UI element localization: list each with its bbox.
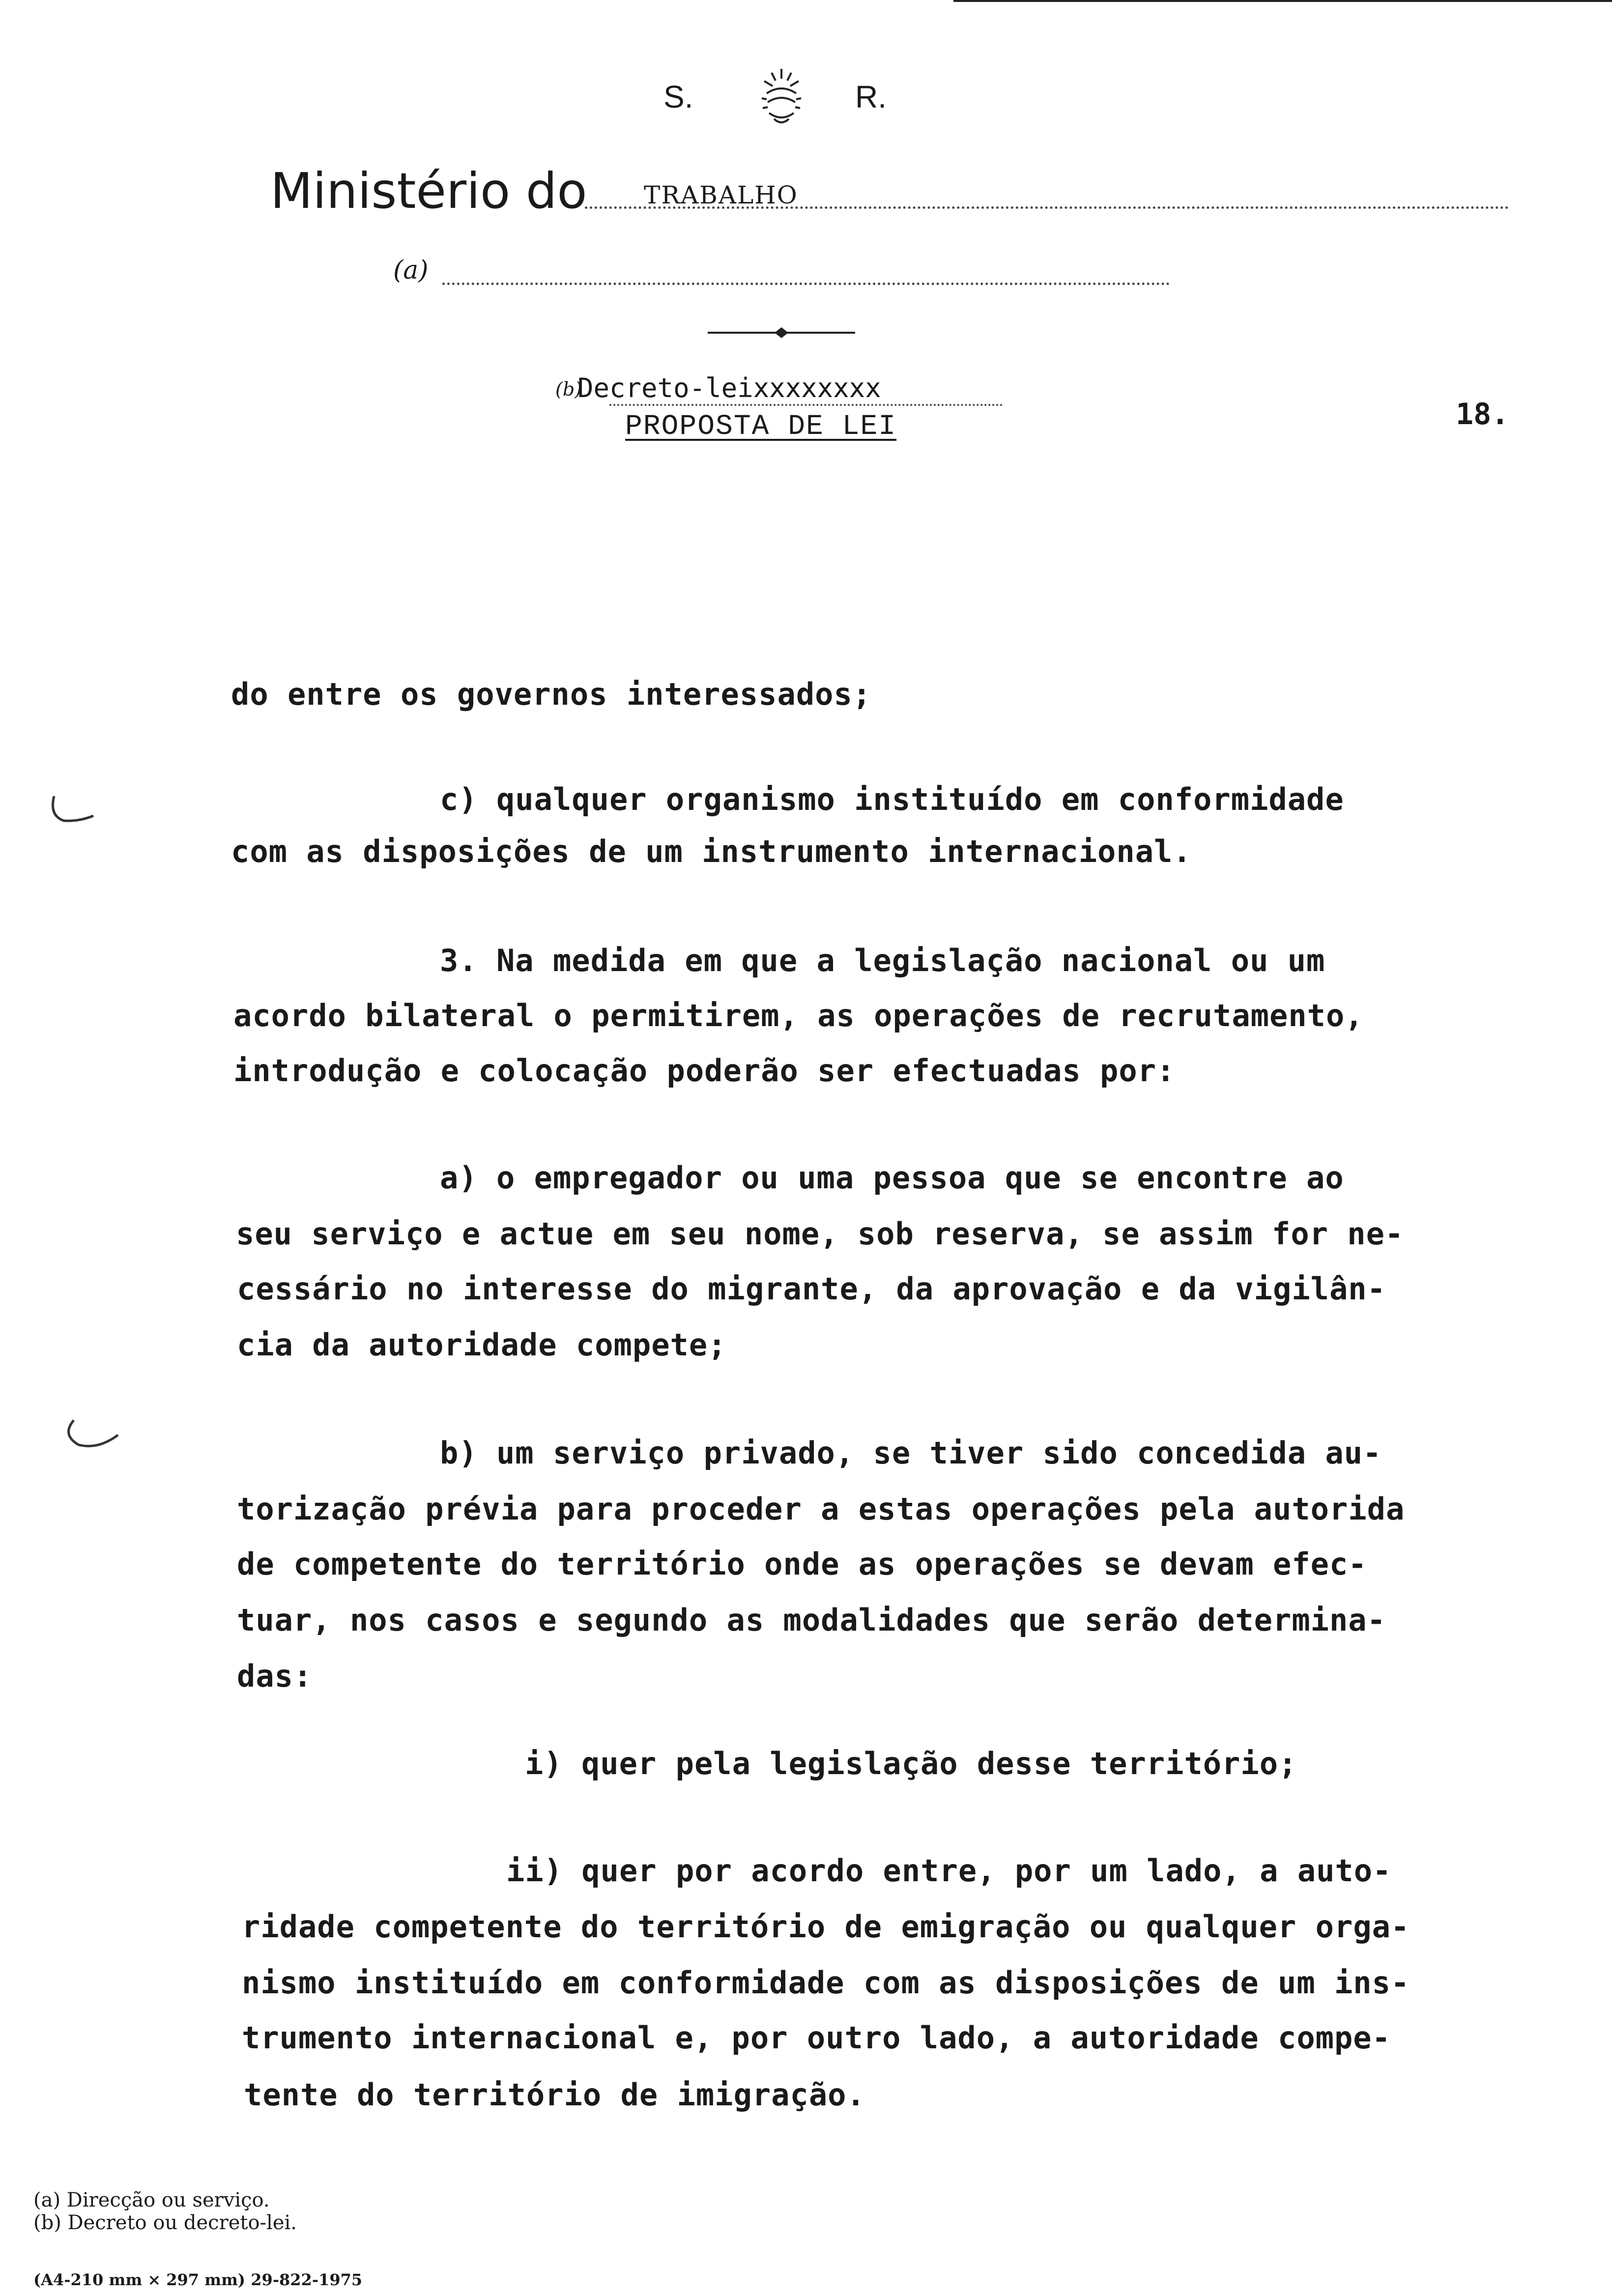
body-line: do entre os governos interessados; — [231, 676, 872, 712]
body-line: torização prévia para proceder a estas operações pela autorida — [237, 1491, 1405, 1527]
body-line: ridade competente do território de emigração ou qualquer orga- — [242, 1909, 1410, 1945]
body-line: cia da autoridade compete; — [237, 1327, 727, 1363]
body-line: com as disposições de um instrumento internacional. — [231, 833, 1192, 869]
body-line: acordo bilateral o permitirem, as operações de recrutamento, — [233, 998, 1364, 1033]
body-line: de competente do território onde as operações se devam efec- — [237, 1546, 1367, 1582]
body-line: seu serviço e actue em seu nome, sob reserva, se assim for ne- — [236, 1216, 1404, 1252]
page-number: 18. — [1456, 397, 1509, 431]
body-line: 3. Na medida em que a legislação nacional ou um — [440, 943, 1325, 978]
body-line: b) um serviço privado, se tiver sido concedida au- — [440, 1435, 1382, 1471]
direction-label: (a) — [393, 256, 429, 285]
punch-hole-mark-icon — [44, 786, 103, 845]
ministry-name: TRABALHO — [644, 181, 798, 209]
body-line: das: — [237, 1658, 313, 1694]
decree-field — [609, 404, 1003, 406]
body-line: tuar, nos casos e segundo as modalidades que serão determina- — [237, 1602, 1386, 1638]
ministry-prefix: Ministério do — [270, 162, 587, 220]
seal-right-letter: R. — [855, 79, 887, 115]
seal-left-letter: S. — [663, 79, 693, 115]
body-line: c) qualquer organismo instituído em conformidade — [440, 781, 1344, 817]
body-line: introdução e colocação poderão ser efectuadas por: — [233, 1053, 1176, 1089]
document-type: PROPOSTA DE LEI — [625, 411, 897, 443]
body-line: tente do território de imigração. — [244, 2077, 865, 2113]
body-line: trumento internacional e, por outro lado, a autoridade compe- — [242, 2020, 1391, 2056]
decree-label: (b) — [555, 378, 582, 400]
body-line: i) quer pela legislação desse território; — [525, 1746, 1297, 1781]
ornament-divider-icon — [708, 325, 855, 340]
coat-of-arms-icon — [732, 59, 831, 138]
body-line: ii) quer por acordo entre, por um lado, a auto- — [506, 1853, 1392, 1889]
ministry-heading — [270, 162, 798, 220]
ministry-name-field — [585, 181, 1509, 209]
form-code: (A4-210 mm × 297 mm) 29-822-1975 — [33, 2270, 363, 2289]
footnote-b: (b) Decreto ou decreto-lei. — [33, 2211, 297, 2234]
body-line: cessário no interesse do migrante, da aprovação e da vigilân- — [237, 1271, 1386, 1307]
direction-field — [442, 283, 1170, 285]
top-edge-line — [953, 0, 1612, 2]
body-line: a) o empregador ou uma pessoa que se encontre ao — [440, 1160, 1344, 1196]
struck-decree-text: Decreto-leixxxxxxxx — [577, 373, 881, 403]
letterhead-seal — [659, 74, 914, 128]
footnote-a: (a) Direcção ou serviço. — [33, 2189, 270, 2211]
punch-hole-mark-icon — [59, 1415, 128, 1464]
body-line: nismo instituído em conformidade com as disposições de um ins- — [242, 1965, 1410, 2001]
